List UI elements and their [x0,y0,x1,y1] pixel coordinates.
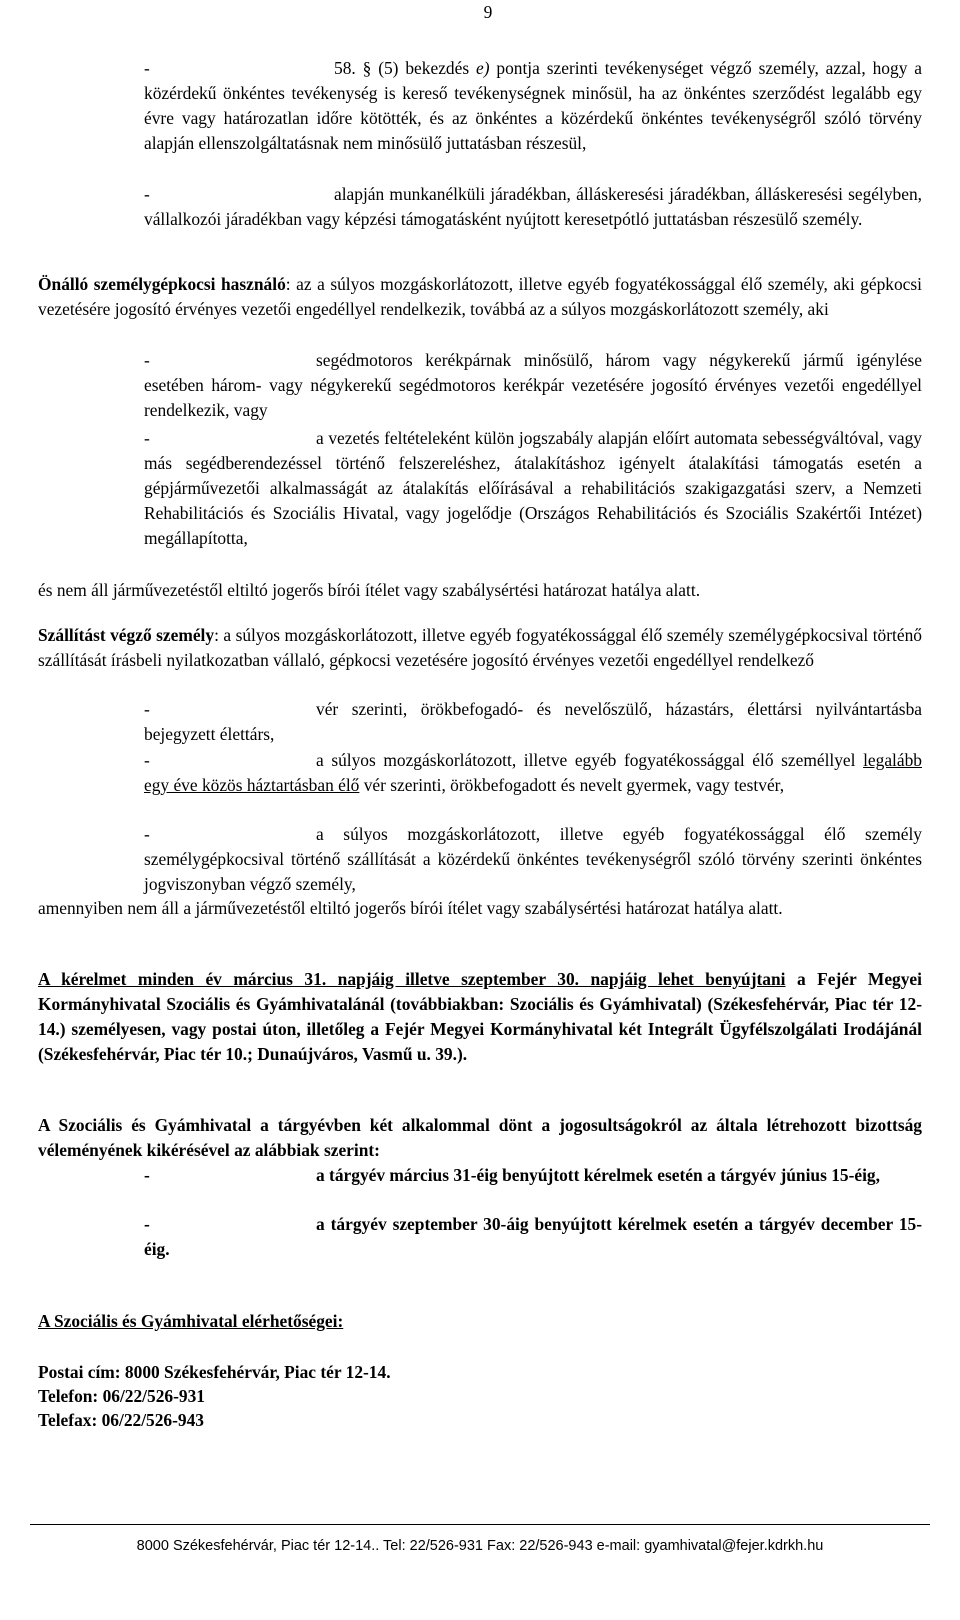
definition-text: : az a súlyos mozgáskorlátozott, illetve egyéb fogyatékossággal élő személy, aki gépkocsi vezetésére jogosító érvényes vezetői engedéllyel rendelkezik, továbbá az a súlyos mozgáskorlátozott személy, aki [38,274,923,319]
phone-number: Telefon: 06/22/526-931 [38,1386,205,1406]
list-item-text: segédmotoros kerékpárnak minősülő, három vagy négykerekű jármű igénylése esetében három- vagy négykerekű segédmotoros kerékpár vezetésére jogosító érvényes vezetői engedéllyel rendelkezik, vagy [144,350,922,420]
list-item-automatic [144,426,922,551]
list-dash: - [144,1214,150,1234]
definition-closing [38,578,922,603]
list-item-household [144,748,922,798]
contacts-heading-text: A Szociális és Gyámhivatal elérhetőségei: [38,1311,344,1331]
deadline-underlined: A kérelmet minden év március 31. napjáig illetve szeptember 30. napjáig lehet benyújtani [38,969,786,989]
list-item-volunteer [144,822,922,897]
deadline-text: a Fejér Megyei Kormányhivatal Szociális és Gyámhivatalánál (továbbiakban: Szociális és Gyámhivatal) (Székesfehérvár, Piac tér 12-14.) személyesen, vagy postai úton, illetőleg a Fejér Megyei Kormányhivatal két Integrált Ügyfélszolgálati Irodájánál (Székesfehérvár, Piac tér 10.; Dunaújváros, Vasmű u. 39.). [38,969,922,1064]
list-item-moped [144,348,922,423]
definition-term: Önálló személygépkocsi használó [38,274,286,294]
list-item-decision-december [144,1212,922,1262]
decision-text: A Szociális és Gyámhivatal a tárgyévben két alkalommal dönt a jogosultságokról az általa létrehozott bizottság véleményének kikérésével az alábbiak szerint: [38,1115,922,1160]
list-item-underlined: legalább egy éve közös háztartásban élő [144,750,922,795]
list-dash: - [144,428,150,448]
list-item-text: vér szerinti, örökbefogadott és nevelt gyermek, vagy testvér, [359,775,785,795]
list-item-unemployment [144,182,922,232]
list-item-text: a súlyos mozgáskorlátozott, illetve egyéb fogyatékossággal élő személy személygépkocsival történő szállítását a közérdekű önkéntes tevékenységről szóló törvény szerinti önkéntes jogviszonyban végző személy, [144,824,922,894]
footer-text: 8000 Székesfehérvár, Piac tér 12-14.. Tel: 22/526-931 Fax: 22/526-943 e-mail: gyamhivatal@fejer.kdrkh.hu [136,1538,824,1554]
list-dash: - [144,750,150,770]
page-number: 9 [483,2,493,22]
definition-closing [38,896,922,921]
list-item-decision-june [144,1163,922,1188]
contacts-heading [38,1309,922,1334]
definition-transporter [38,623,922,673]
list-item-emphasis: e) [475,58,490,78]
list-dash: - [144,1165,150,1185]
list-item-text: a súlyos mozgáskorlátozott, illetve egyéb fogyatékossággal élő személlyel [316,750,864,770]
list-item-text: a tárgyév március 31-éig benyújtott kérelmek esetén a tárgyév június 15-éig, [316,1165,880,1185]
list-dash: - [144,824,150,844]
definition-text: : a súlyos mozgáskorlátozott, illetve egyéb fogyatékossággal élő személy személygépkocsival történő szállítását írásbeli nyilatkozatban vállaló, gépkocsi vezetésére jogosító érvényes vezetői engedéllyel rendelkező [38,625,922,670]
list-item-text: 58. § (5) bekezdés [334,58,476,78]
list-item-text: vér szerinti, örökbefogadó- és nevelőszülő, házastárs, élettársi nyilvántartásba bejegyzett élettárs, [144,699,922,744]
list-item-text: a tárgyév szeptember 30-áig benyújtott kérelmek esetén a tárgyév december 15-éig. [144,1214,922,1259]
submission-deadline [38,967,922,1067]
list-item-paragraph-58 [144,56,922,156]
list-item-text: a vezetés feltételeként külön jogszabály alapján előírt automata sebességváltóval, vagy más segédberendezéssel történő felszereléshez, átalakításhoz igényelt átalakítási támogatás esetén a gépjárművezetői alkalmasságát az átalakítás előírásával a rehabilitációs szakigazgatási szerv, a Nemzeti Rehabilitációs és Szociális Hivatal, vagy jogelődje (Országos Rehabilitációs és Szociális Szakértői Intézet) megállapította, [144,428,922,548]
list-item-text: alapján munkanélküli járadékban, álláskeresési járadékban, álláskeresési segélyben, vállalkozói járadékban vagy képzési támogatásként nyújtott keresetpótló juttatásban részesülő személy. [144,184,922,229]
fax-number: Telefax: 06/22/526-943 [38,1410,204,1430]
list-dash: - [144,58,150,78]
footer-divider [30,1524,930,1525]
decision-intro [38,1113,922,1163]
list-item-relative [144,697,922,747]
list-item-text: pontja szerinti tevékenységet végző személy, azzal, hogy a közérdekű önkéntes tevékenység is kereső tevékenységnek minősül, ha az önkéntes szerződést legalább egy évre vagy határozatlan időre kötötték, és az önkéntes a közérdekű önkéntes tevékenységről szóló törvény alapján ellenszolgáltatásnak nem minősülő juttatásban részesül, [144,58,922,153]
list-dash: - [144,184,150,204]
postal-address: Postai cím: 8000 Székesfehérvár, Piac tér 12-14. [38,1362,391,1382]
list-dash: - [144,699,150,719]
definition-independent-driver [38,272,922,322]
list-dash: - [144,350,150,370]
contacts-list [38,1360,922,1432]
closing-text: amennyiben nem áll a járművezetéstől eltiltó jogerős bírói ítélet vagy szabálysértési határozat hatálya alatt. [38,898,783,918]
closing-text: és nem áll járművezetéstől eltiltó jogerős bírói ítélet vagy szabálysértési határozat hatálya alatt. [38,580,701,600]
definition-term: Szállítást végző személy [38,625,215,645]
